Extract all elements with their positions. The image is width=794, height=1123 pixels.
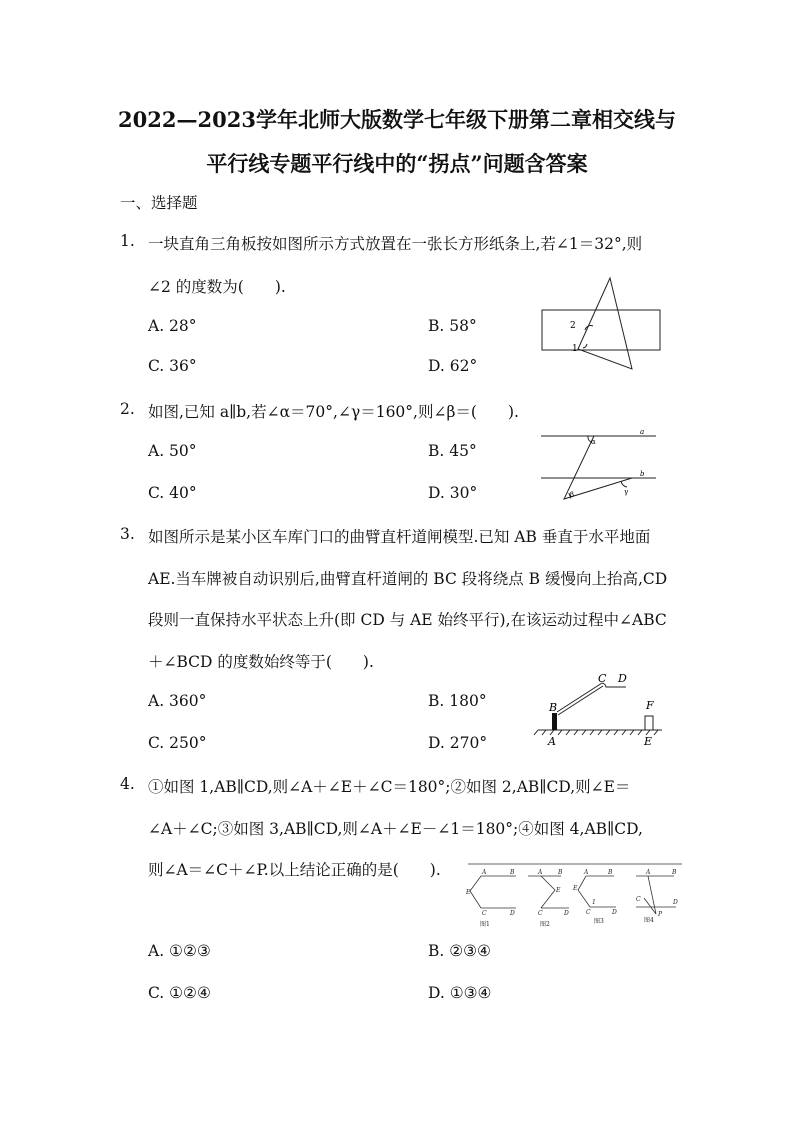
q4-fig4-label-d: D — [673, 899, 678, 906]
q4-caption-4: 图4 — [644, 917, 654, 924]
q4-fig1-lines — [470, 876, 516, 908]
q1-figure — [530, 272, 670, 374]
q1-number: 1. — [120, 232, 135, 250]
q1-option-b: B. 58° — [428, 317, 477, 335]
q4-fig3-bend — [578, 876, 616, 907]
q3-label-e: E — [644, 735, 653, 748]
q3-label-d: D — [618, 672, 627, 685]
q4-figure — [466, 860, 684, 930]
title-line-1: 2022—2023学年北师大版数学七年级下册第二章相交线与 — [118, 107, 676, 132]
q3-option-b: B. 180° — [428, 692, 487, 710]
q3-label-f: F — [646, 699, 654, 712]
q4-fig2-label-b: B — [558, 869, 563, 876]
q2-figure — [536, 425, 661, 505]
q3-figure — [530, 665, 670, 750]
q4-text-line-3: 则∠A＝∠C＋∠P.以上结论正确的是( ). — [148, 861, 441, 879]
q1-angle-2-arc — [585, 326, 593, 330]
q4-caption-3: 图3 — [594, 918, 604, 925]
q4-fig4-label-b: B — [672, 869, 677, 876]
q1-option-c: C. 36° — [148, 357, 197, 375]
q1-triangle — [578, 278, 632, 369]
title-line-2: 平行线专题平行线中的“拐点”问题含答案 — [206, 151, 588, 176]
q3-arm-bc — [557, 683, 602, 712]
q1-option-a: A. 28° — [148, 317, 197, 335]
q1-label-1: 1 — [572, 344, 578, 354]
q1-text-line-1: 一块直角三角板按如图所示方式放置在一张长方形纸条上,若∠1＝32°,则 — [148, 235, 643, 253]
q1-paper-strip — [542, 310, 660, 350]
q3-option-c: C. 250° — [148, 734, 207, 752]
q4-number: 4. — [120, 775, 135, 793]
q2-text: 如图,已知 a∥b,若∠α＝70°,∠γ＝160°,则∠β＝( ). — [148, 403, 519, 421]
section-heading: 一、选择题 — [120, 194, 198, 212]
q4-fig2-label-e: E — [556, 887, 561, 894]
q4-text-line-2: ∠A＋∠C;③如图 3,AB∥CD,则∠A＋∠E－∠1＝180°;④如图 4,AB∥CD, — [148, 820, 643, 838]
q3-text-line-3: 段则一直保持水平状态上升(即 CD 与 AE 始终平行),在该运动过程中∠ABC — [148, 611, 667, 629]
q2-bent-line — [564, 436, 632, 499]
q4-fig3-label-a: A — [584, 869, 589, 876]
q3-option-d: D. 270° — [428, 734, 488, 752]
q4-fig1-label-d: D — [510, 910, 515, 917]
q4-fig3-label-c: C — [586, 909, 591, 916]
q4-option-b: B. ②③④ — [428, 942, 491, 960]
q4-fig2-label-a: A — [538, 869, 543, 876]
q3-label-c: C — [598, 672, 607, 685]
q4-fig1-label-b: B — [510, 869, 515, 876]
q3-post-f — [645, 716, 653, 730]
q2-option-a: A. 50° — [148, 442, 197, 460]
q4-caption-2: 图2 — [540, 921, 550, 928]
q2-label-gamma: γ — [624, 488, 629, 496]
q3-label-a: A — [548, 735, 556, 748]
q3-label-b: B — [549, 701, 558, 714]
q4-fig4-label-c: C — [636, 896, 641, 903]
q4-fig2-label-c: C — [538, 910, 543, 917]
q1-label-2: 2 — [570, 321, 576, 331]
q4-fig4-label-p: P — [658, 911, 663, 918]
q4-fig2-label-d: D — [564, 910, 569, 917]
q3-post-ab — [552, 713, 557, 730]
q2-label-alpha: α — [591, 438, 596, 446]
q4-fig1-label-a: A — [482, 869, 487, 876]
q2-label-beta: β — [570, 491, 575, 499]
q4-option-d: D. ①③④ — [428, 984, 492, 1002]
q4-fig3-label-1: 1 — [592, 899, 596, 906]
q3-arm-bc-inner — [558, 686, 603, 715]
q3-text-line-2: AE.当车牌被自动识别后,曲臂直杆道闸的 BC 段将绕点 B 缓慢向上抬高,CD — [148, 570, 668, 588]
q2-number: 2. — [120, 400, 135, 418]
q2-label-b: b — [640, 470, 645, 478]
q2-label-a: a — [640, 428, 645, 436]
q2-option-c: C. 40° — [148, 484, 197, 502]
q4-fig3-label-b: B — [608, 869, 613, 876]
q4-fig4-label-a: A — [646, 869, 651, 876]
q4-fig4-bend — [644, 876, 656, 914]
q2-gamma-arc — [621, 481, 627, 487]
q4-fig1-label-e: E — [466, 889, 471, 896]
q4-fig1-label-c: C — [482, 910, 487, 917]
q4-fig3-label-d: D — [612, 909, 617, 916]
q4-text-line-1: ①如图 1,AB∥CD,则∠A＋∠E＋∠C＝180°;②如图 2,AB∥CD,则∠E＝ — [148, 778, 631, 796]
q4-caption-1: 图1 — [480, 921, 490, 928]
q1-text-line-2: ∠2 的度数为( ). — [148, 278, 286, 296]
q3-option-a: A. 360° — [148, 692, 207, 710]
q3-number: 3. — [120, 525, 135, 543]
q3-text-line-4: ＋∠BCD 的度数始终等于( ). — [148, 653, 374, 671]
q1-angle-1-arc — [583, 344, 587, 348]
q2-option-d: D. 30° — [428, 484, 478, 502]
q1-option-d: D. 62° — [428, 357, 478, 375]
q4-option-a: A. ①②③ — [148, 942, 211, 960]
q3-text-line-1: 如图所示是某小区车库门口的曲臂直杆道闸模型.已知 AB 垂直于水平地面 — [148, 528, 651, 546]
q2-option-b: B. 45° — [428, 442, 477, 460]
q4-fig3-label-e: E — [573, 885, 578, 892]
q4-option-c: C. ①②④ — [148, 984, 211, 1002]
q4-fig2-bend — [541, 876, 555, 908]
